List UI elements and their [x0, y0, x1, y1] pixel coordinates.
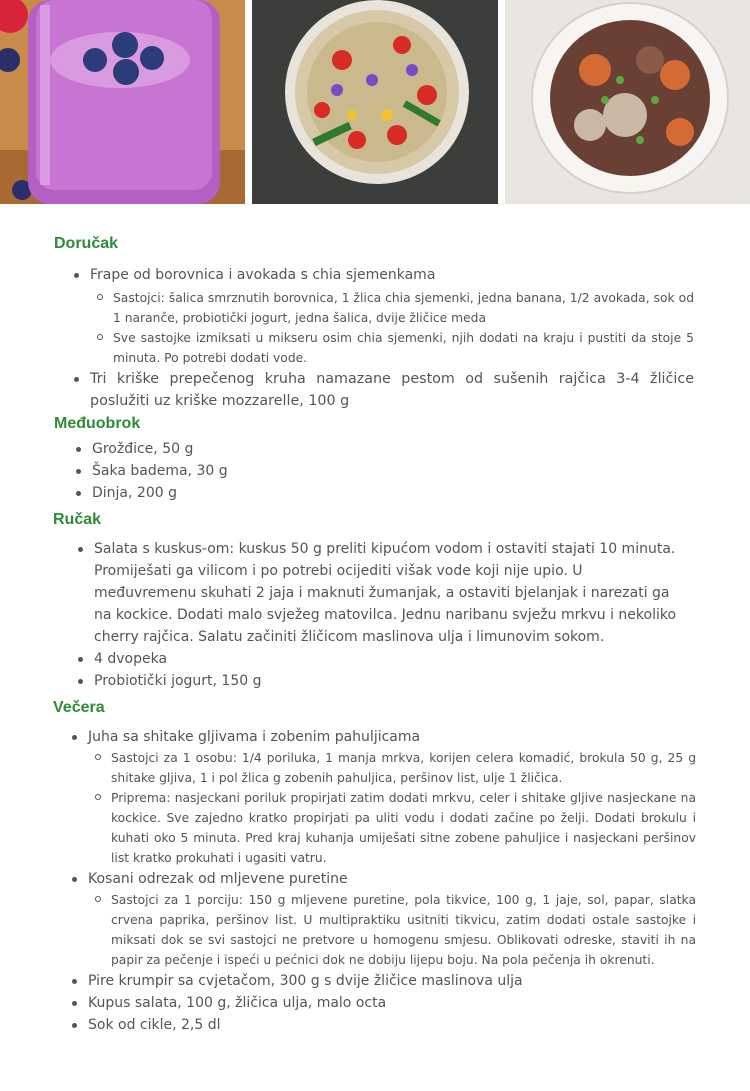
list-item: [88, 726, 696, 868]
sub-list: [88, 748, 696, 868]
list-item: [88, 868, 696, 970]
meal-plan: [0, 234, 750, 1036]
item-text: Frape od borovnica i avokada s chia sjemenkama: [90, 267, 436, 283]
sub-list-item: Sastojci za 1 osobu: 1/4 poriluka, 1 manja mrkva, korijen celera komadić, brokula 50 g, 25 g shitake gljiva, 1 i pol žlica g zobenih pahuljica, peršinov list, ulje 1 žličica.: [111, 748, 696, 788]
item-text: Kosani odrezak od mljevene puretine: [88, 871, 348, 887]
photo-strip: [0, 0, 750, 204]
list-item: Dinja, 200 g: [92, 482, 750, 504]
sub-list: [90, 288, 694, 368]
snack-list: [0, 438, 750, 504]
sub-list-item: Priprema: nasjeckani poriluk propirjati zatim dodati mrkvu, celer i shitake gljive nasjeckane na kockice. Sve zajedno kratko propirjati pa uliti vodu i dodati začine po želji. Dodati brokulu i kuhati oko 5 minuta. Pred kraj kuhanja umiješati sitne zobene pahuljice i nasjeckani peršinov list kratko prokuhati i ugasiti vatru.: [111, 788, 696, 868]
photo-mushroom-soup: [505, 0, 750, 204]
section-title-snack: Međuobrok: [54, 415, 141, 432]
list-item: [90, 264, 694, 368]
photo-couscous-salad: [252, 0, 498, 204]
list-item: Tri kriške prepečenog kruha namazane pestom od sušenih rajčica 3-4 žličice poslužiti uz kriške mozzarelle, 100 g: [90, 368, 694, 412]
sub-list: [88, 890, 696, 970]
list-item: Grožđice, 50 g: [92, 438, 750, 460]
list-item: Pire krumpir sa cvjetačom, 300 g s dvije žličice maslinova ulja: [88, 970, 696, 992]
sub-list-item: Sastojci: šalica smrznutih borovnica, 1 žlica chia sjemenki, jedna banana, 1/2 avokada, sok od 1 naranče, probiotički jogurt, jedna šalica, dvije žličice meda: [113, 288, 694, 328]
list-item: 4 dvopeka: [94, 648, 680, 670]
item-text: Juha sa shitake gljivama i zobenim pahuljicama: [88, 729, 421, 745]
sub-list-item: Sastojci za 1 porciju: 150 g mljevene puretine, pola tikvice, 100 g, 1 jaje, sol, papar, slatka crvena paprika, peršinov list. U multipraktiku usitniti tikvicu, zatim dodati ostale sastojke i miksati dok se svi sastojci ne pretvore u homogenu smjesu. Oblikovati odreske, staviti ih na papir za pečenje i ispeći u pećnici dok ne dobiju lijepu boju. Na pola pečenja ih okrenuti.: [111, 890, 696, 970]
list-item: Probiotički jogurt, 150 g: [94, 670, 680, 692]
breakfast-list: [0, 264, 750, 412]
list-item: Sok od cikle, 2,5 dl: [88, 1014, 696, 1036]
lunch-list: [0, 538, 750, 692]
list-item: Šaka badema, 30 g: [92, 460, 750, 482]
photo-blueberry-smoothie: [0, 0, 245, 204]
section-title-lunch: Ručak: [53, 511, 102, 528]
section-title-breakfast: Doručak: [54, 235, 119, 252]
list-item: Kupus salata, 100 g, žličica ulja, malo octa: [88, 992, 696, 1014]
sub-list-item: Sve sastojke izmiksati u mikseru osim chia sjemenki, njih dodati na kraju i pustiti da stoje 5 minuta. Po potrebi dodati vode.: [113, 328, 694, 368]
section-title-dinner: Večera: [53, 699, 105, 716]
dinner-list: [0, 726, 750, 1036]
list-item: Salata s kuskus-om: kuskus 50 g preliti kipućom vodom i ostaviti stajati 10 minuta. Promiješati ga vilicom i po potrebi ocijediti višak vode koji nije upio. U međuvremenu skuhati 2 jaja i maknuti žumanjak, a ostaviti bjelanjak i narezati ga na kockice. Dodati malo svježeg matovilca. Jednu naribanu svježu mrkvu i nekoliko cherry rajčica. Salatu začiniti žličicom maslinova ulja i limunovim sokom.: [94, 538, 680, 648]
